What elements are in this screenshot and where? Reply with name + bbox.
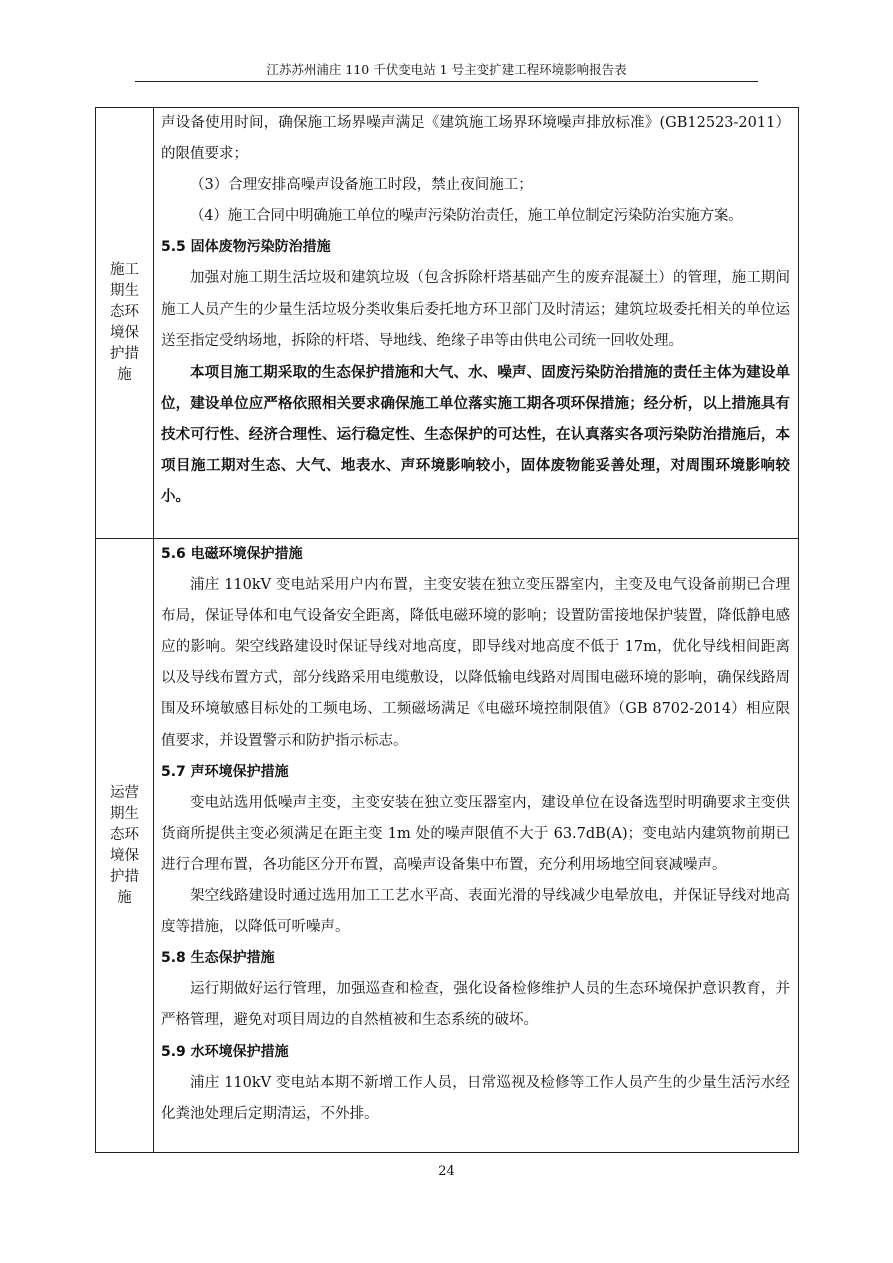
paragraph: 浦庄 110kV 变电站采用户内布置，主变安装在独立变压器室内，主变及电气设备前期已合理布局，保证导体和电气设备安全距离，降低电磁环境的影响；设置防雷接地保护装置，降低静电感应的影响。架空线路建设时保证导线对地高度，即导线对地高度不低于 17m，优化导线相间距离以及导线布置方式，部分线路采用电缆敷设，以降低输电线路对周围电磁环境的影响，确保线路周围及环境敏感目标处的工频电场、工频磁场满足《电磁环境控制限值》（GB 8702-2014）相应限值要求，并设置警示和防护指示标志。 [161,577,790,749]
document-header-title: 江苏苏州浦庄 110 千伏变电站 1 号主变扩建工程环境影响报告表 [266,62,627,77]
table-row-operation [96,539,799,1153]
section-heading: 5.8 生态保护措施 [161,950,275,967]
section-heading: 5.9 水环境保护措施 [161,1043,289,1060]
row-content-construction [154,108,799,539]
paragraph: 浦庄 110kV 变电站本期不新增工作人员，日常巡视及检修等工作人员产生的少量生活污水经化粪池处理后定期清运，不外排。 [161,1074,790,1122]
page-number: 24 [438,1164,455,1179]
paragraph-bold: 本项目施工期采取的生态保护措施和大气、水、噪声、固废污染防治措施的责任主体为建设单位，建设单位应严格依照相关要求确保施工单位落实施工期各项环保措施；经分析，以上措施具有技术可行性、经济合理性、运行稳定性、生态保护的可达性，在认真落实各项污染防治措施后，本项目施工期对生态、大气、地表水、声环境影响较小，固体废物能妥善处理，对周围环境影响较小。 [161,363,790,506]
paragraph: 变电站选用低噪声主变，主变安装在独立变压器室内，建设单位在设备选型时明确要求主变供货商所提供主变必须满足在距主变 1m 处的噪声限值不大于 63.7dB(A)；变电站内建筑物前期已进行合理布置，各功能区分开布置，高噪声设备集中布置，充分利用场地空间衰减噪声。 [161,794,790,873]
row-label-operation [96,539,154,1153]
table-row-construction [96,108,799,539]
paragraph: 声设备使用时间，确保施工场界噪声满足《建筑施工场界环境噪声排放标准》(GB12523-2011）的限值要求； [161,115,790,163]
section-heading: 5.6 电磁环境保护措施 [161,546,303,562]
paragraph: 架空线路建设时通过选用加工工艺水平高、表面光滑的导线减少电晕放电，并保证导线对地高度等措施，以降低可听噪声。 [161,888,790,936]
section-heading: 5.7 声环境保护措施 [161,763,289,780]
paragraph: （3）合理安排高噪声设备施工时段，禁止夜间施工； [190,177,533,194]
paragraph: （4）施工合同中明确施工单位的噪声污染防治责任，施工单位制定污染防治实施方案。 [190,208,743,225]
paragraph: 运行期做好运行管理，加强巡查和检查，强化设备检修维护人员的生态环境保护意识教育，并严格管理，避免对项目周边的自然植被和生态系统的破坏。 [161,981,790,1029]
row-label-construction [96,108,154,539]
paragraph: 加强对施工期生活垃圾和建筑垃圾（包含拆除杆塔基础产生的废弃混凝土）的管理，施工期间施工人员产生的少量生活垃圾分类收集后委托地方环卫部门及时清运；建筑垃圾委托相关的单位运送至指定受纳场地，拆除的杆塔、导地线、绝缘子串等由供电公司统一回收处理。 [161,270,790,349]
header-rule [135,81,758,82]
measures-table [95,107,799,1153]
section-heading: 5.5 固体废物污染防治措施 [161,239,331,256]
row-label-text: 施工期生态环境保护措施 [110,262,139,383]
row-label-text: 运营期生态环境保护措施 [110,784,139,906]
row-content-operation [154,539,799,1153]
